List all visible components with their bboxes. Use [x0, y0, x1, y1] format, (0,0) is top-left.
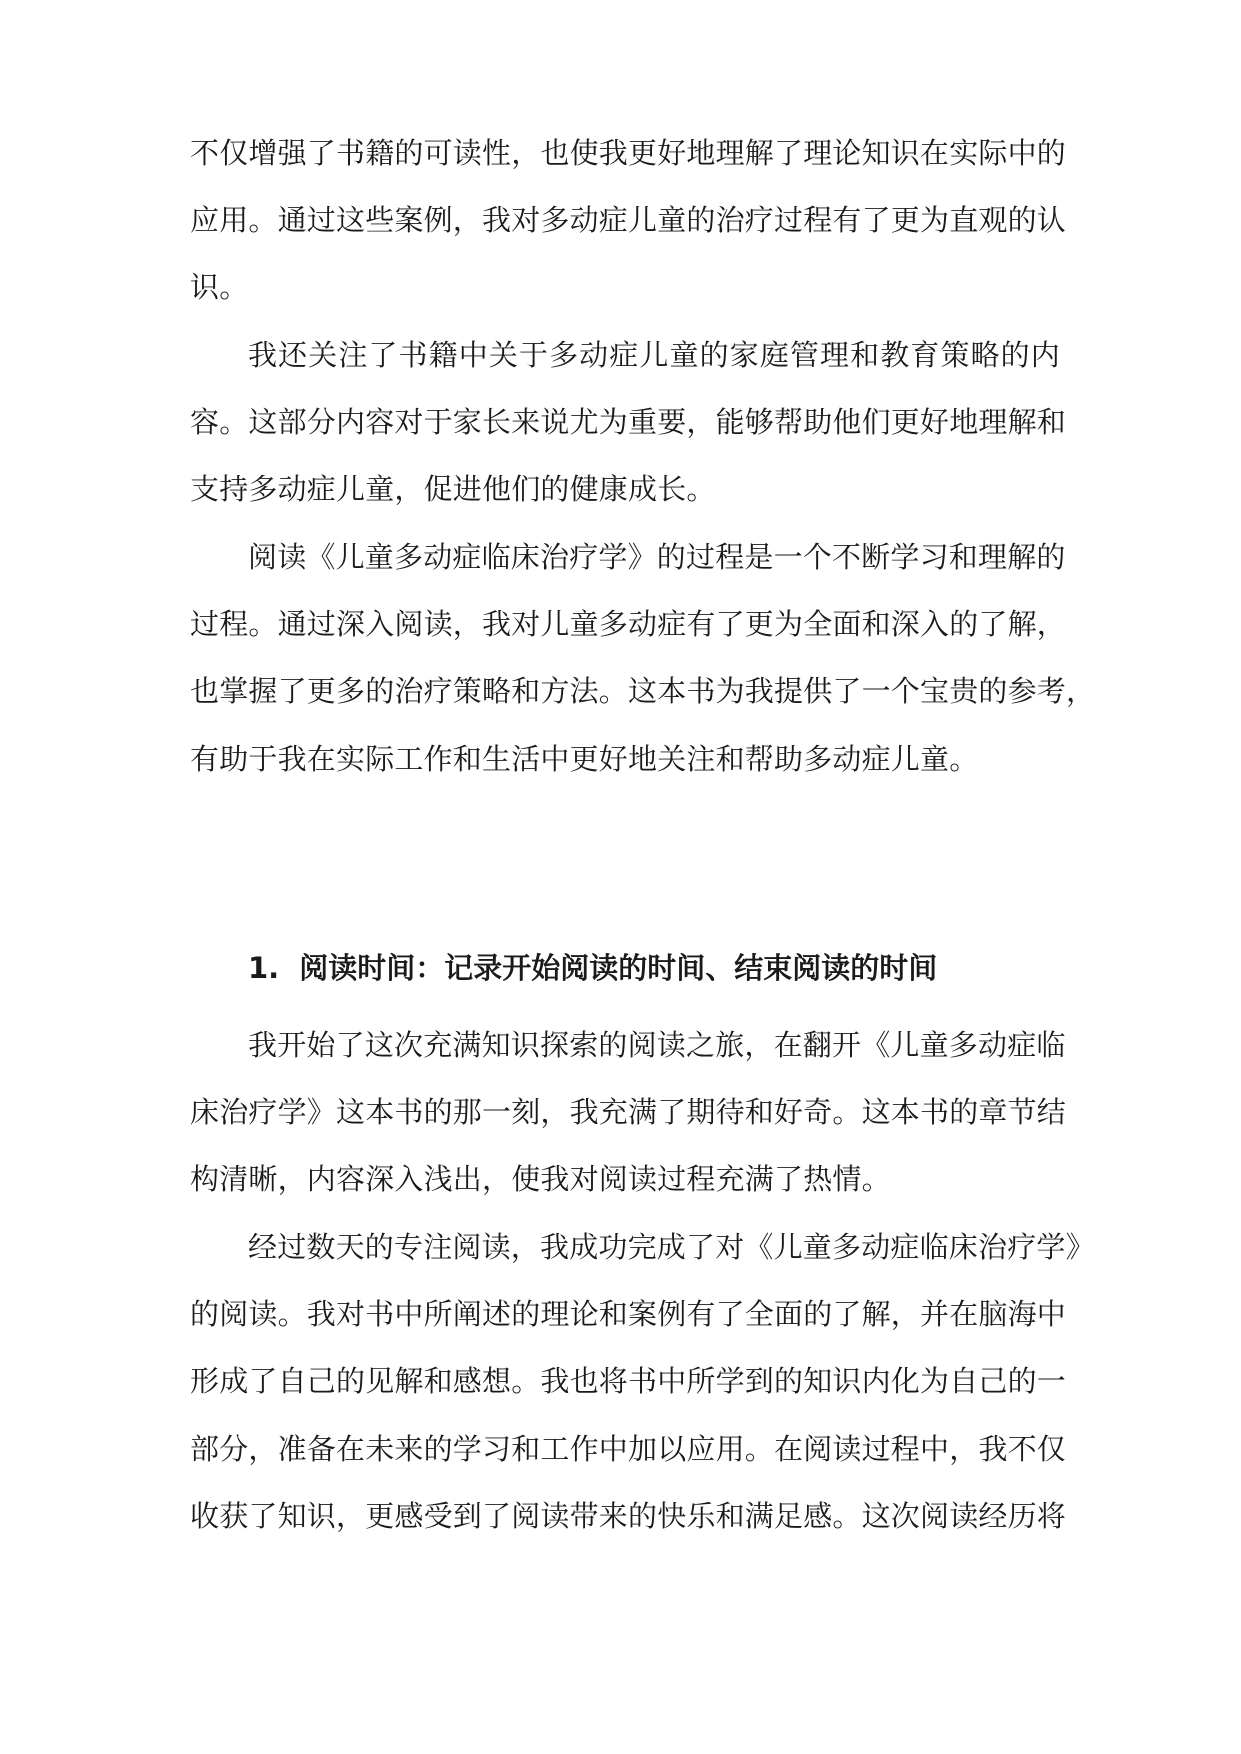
paragraph-line: 容。这部分内容对于家长来说尤为重要，能够帮助他们更好地理解和 — [190, 405, 1067, 439]
paragraph-line: 识。 — [190, 270, 249, 304]
paragraph-line: 支持多动症儿童，促进他们的健康成长。 — [190, 472, 716, 506]
paragraph-line: 的阅读。我对书中所阐述的理论和案例有了全面的了解，并在脑海中 — [190, 1297, 1067, 1331]
paragraph-line: 收获了知识，更感受到了阅读带来的快乐和满足感。这次阅读经历将 — [190, 1499, 1067, 1533]
paragraph-line: 不仅增强了书籍的可读性，也使我更好地理解了理论知识在实际中的 — [190, 136, 1067, 170]
paragraph-line: 形成了自己的见解和感想。我也将书中所学到的知识内化为自己的一 — [190, 1364, 1067, 1398]
paragraph-line: 有助于我在实际工作和生活中更好地关注和帮助多动症儿童。 — [190, 742, 979, 776]
section-heading — [248, 950, 937, 986]
paragraph-line: 构清晰，内容深入浅出，使我对阅读过程充满了热情。 — [190, 1162, 891, 1196]
paragraph-line: 阅读《儿童多动症临床治疗学》的过程是一个不断学习和理解的 — [248, 540, 1066, 574]
paragraph-line: 床治疗学》这本书的那一刻，我充满了期待和好奇。这本书的章节结 — [190, 1095, 1067, 1129]
section-heading-text: 阅读时间：记录开始阅读的时间、结束阅读的时间 — [299, 951, 938, 985]
paragraph-line: 经过数天的专注阅读，我成功完成了对《儿童多动症临床治疗学》 — [248, 1230, 1095, 1264]
paragraph-line: 过程。通过深入阅读，我对儿童多动症有了更为全面和深入的了解， — [190, 607, 1067, 641]
section-heading-number: 1. — [248, 951, 280, 985]
paragraph-line: 部分，准备在未来的学习和工作中加以应用。在阅读过程中，我不仅 — [190, 1432, 1067, 1466]
paragraph-line: 应用。通过这些案例，我对多动症儿童的治疗过程有了更为直观的认 — [190, 203, 1067, 237]
paragraph-line: 我开始了这次充满知识探索的阅读之旅，在翻开《儿童多动症临 — [248, 1028, 1066, 1062]
paragraph-line: 也掌握了更多的治疗策略和方法。这本书为我提供了一个宝贵的参考， — [190, 674, 1096, 708]
paragraph-line: 我还关注了书籍中关于多动症儿童的家庭管理和教育策略的内 — [248, 338, 1060, 372]
